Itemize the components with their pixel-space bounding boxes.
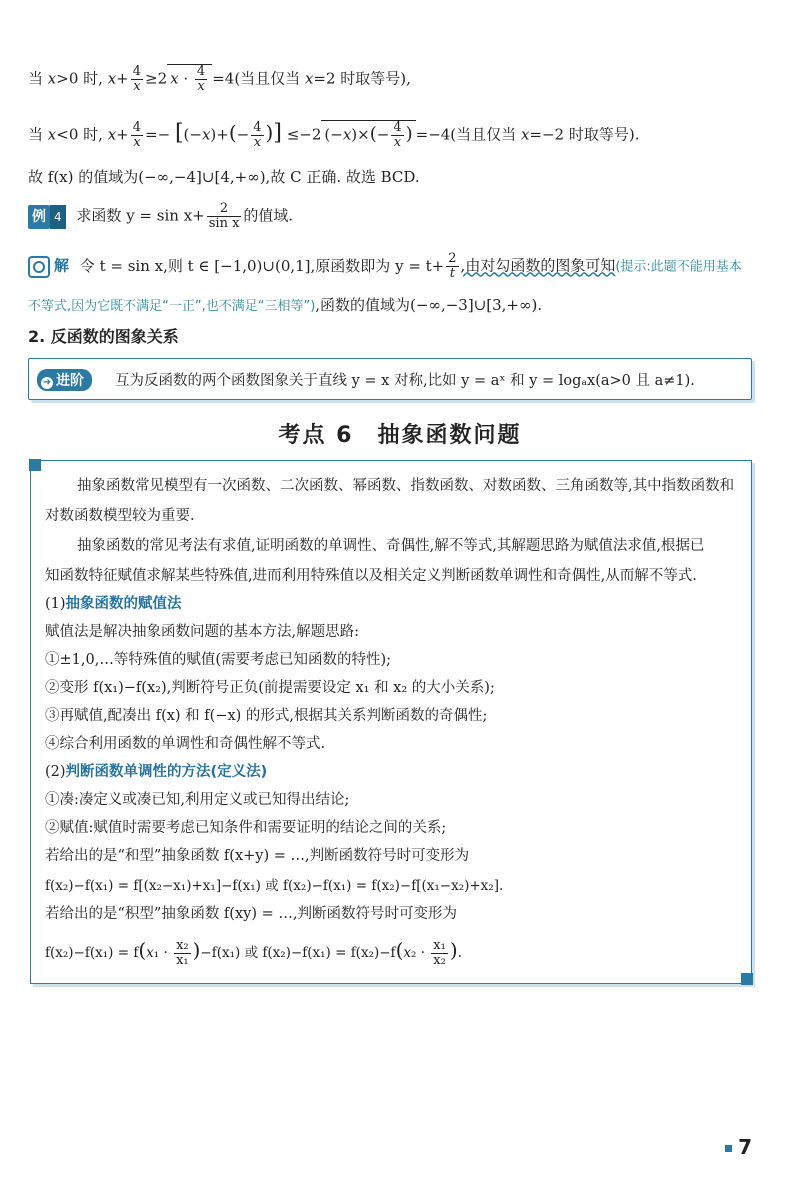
solution-line-1: 解 令 t = sin x,则 t ∈ [−1,0)∪(0,1],原函数即为 y = t+ $\frac{2}{t}$ ,由对勾函数的图象可知(提示:此题不能用基本 [28, 252, 742, 281]
subheading-assignment-method: (1)抽象函数的赋值法 [45, 596, 182, 612]
paragraph-1a: 抽象函数常见模型有一次函数、二次函数、幂函数、指数函数、对数函数、三角函数等,其中指数函数和 [77, 478, 735, 494]
solution-line-2: 不等式,因为它既不满足“一正”,也不满足“三相等”),函数的值域为(−∞,−3]∪[3,+∞). [28, 296, 543, 314]
sum-formula: f(x₂)−f(x₁) = f[(x₂−x₁)+x₁]−f(x₁) 或 f(x₂)−f(x₁) = f(x₂)−f[(x₁−x₂)+x₂]. [45, 878, 504, 894]
subheading-inverse-function: 2. 反函数的图象关系 [28, 327, 179, 346]
hint-text: (提示:此题不能用基本 [615, 259, 742, 275]
example-number: 4 [50, 205, 66, 229]
conclusion-line: 故 f(x) 的值域为(−∞,−4]∪[4,+∞),故 C 正确. 故选 BCD. [28, 168, 420, 186]
magnifier-icon [28, 256, 50, 278]
method-intro: 赋值法是解决抽象函数问题的基本方法,解题思路: [45, 624, 359, 640]
tip-4: 若给出的是“积型”抽象函数 f(xy) = …,判断函数符号时可变形为 [45, 906, 457, 922]
subheading-monotonicity: (2)判断函数单调性的方法(定义法) [45, 764, 268, 780]
square-icon [725, 1145, 732, 1152]
line-case-negative: 当 x<0 时, x+ $\frac{4}{x}$ =− [(−x)+(− $\frac{4}{x}$ )] ≤−2 (−x)×(− $\frac{4}{x}$ ) =−4(当且仅当 x=−2 时取等号). [28, 120, 640, 150]
page-number: 7 [725, 1135, 752, 1159]
step-1: ①±1,0,…等特殊值的赋值(需要考虑已知函数的特性); [45, 652, 392, 668]
step-2: ②变形 f(x₁)−f(x₂),判断符号正负(前提需要设定 x₁ 和 x₂ 的大小关系); [45, 680, 495, 696]
paragraph-2b: 知函数特征赋值求解某些特殊值,进而利用特殊值以及相关定义判断函数单调性和奇偶性,从而解不等式. [45, 568, 697, 584]
solution-label: 解 [54, 256, 70, 275]
advanced-text: 互为反函数的两个函数图象关于直线 y = x 对称,比如 y = aˣ 和 y = logₐx(a>0 且 a≠1). [115, 373, 695, 389]
step-3: ③再赋值,配凑出 f(x) 和 f(−x) 的形式,根据其关系判断函数的奇偶性; [45, 708, 488, 724]
example-4: 例 4 求函数 y = sin x+ $\frac{2}{\text{sin x}}$ 的值域. [28, 202, 293, 231]
tip-2: ②赋值:赋值时需要考虑已知条件和需要证明的结论之间的关系; [45, 820, 447, 836]
product-formula: f(x₂)−f(x₁) = f(x₁ · $\frac{\text{x₂}}{\text{x₁}}$ )−f(x₁) 或 f(x₂)−f(x₁) = f(x₂)−f(x₂ · $\frac{\text{x₁}}{\text{x₂}}$ ). [45, 938, 462, 968]
paragraph-2a: 抽象函数的常见考法有求值,证明函数的单调性、奇偶性,解不等式,其解题思路为赋值法求值,根据已 [77, 538, 705, 554]
content-box [30, 460, 752, 984]
tip-1: ①凑:凑定义或凑已知,利用定义或已知得出结论; [45, 792, 350, 808]
section-title: 考点 6 抽象函数问题 [278, 423, 522, 448]
arrow-icon: ➜ [42, 377, 52, 388]
advanced-label: ➜ 进阶 [37, 369, 92, 391]
sqrt-expr: x · $\frac{4}{x}$ [167, 64, 212, 94]
advanced-tip-box [28, 358, 752, 400]
example-label: 例 [28, 205, 50, 229]
fraction: $\frac{4}{x}$ [132, 64, 142, 94]
paragraph-1b: 对数函数模型较为重要. [45, 508, 195, 524]
corner-decoration [741, 973, 753, 985]
tip-3: 若给出的是“和型”抽象函数 f(x+y) = …,判断函数符号时可变形为 [45, 848, 470, 864]
step-4: ④综合利用函数的单调性和奇偶性解不等式. [45, 736, 326, 752]
line-case-positive: 当 x>0 时, x+ $\frac{4}{x}$ ≥2 x · $\frac{4}{x}$ =4(当且仅当 x=2 时取等号), [28, 64, 411, 94]
corner-decoration [29, 459, 41, 471]
